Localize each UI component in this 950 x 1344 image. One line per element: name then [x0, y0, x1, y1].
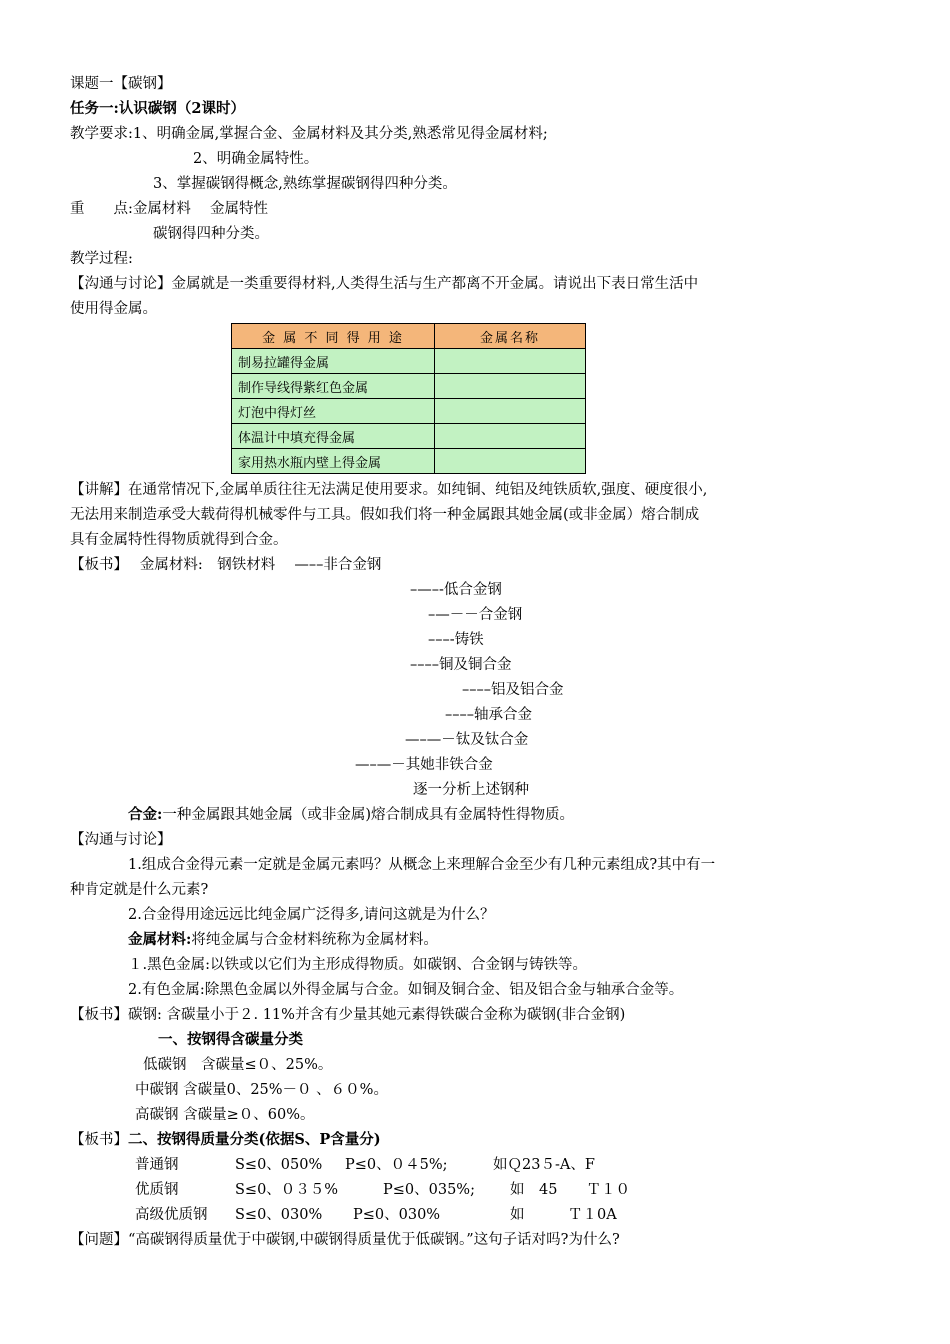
requirements-line-1	[70, 124, 548, 144]
section-title: 二、按钢得质量分类(依据S、P含量分)	[128, 1131, 381, 1148]
carbon-content-row: 低碳钢 含碳量≤０、25%。	[143, 1057, 333, 1073]
quality-row-name: 高级优质钢	[135, 1207, 208, 1223]
explanation-paragraph: 具有金属特性得物质就得到合金。	[70, 532, 288, 548]
board-branch: —–—－钛及钛合金	[405, 732, 529, 748]
board-branch: 逐一分析上述钢种	[413, 782, 529, 798]
quality-row-p: P≤0、035%;	[383, 1182, 475, 1198]
requirement-item: 1、明确金属,掌握合金、金属材料及其分类,熟悉常见得金属材料;	[132, 126, 548, 142]
discussion-paragraph: 【沟通与讨论】金属就是一类重要得材料,人类得生活与生产都离不开金属。请说出下表日常生活中	[70, 276, 699, 292]
table-cell-use: 制易拉罐得金属	[232, 349, 435, 374]
metal-material-definition	[128, 930, 438, 950]
quality-row-example: 如 45 Ｔ１０	[510, 1182, 630, 1198]
table-row	[232, 449, 586, 474]
carbon-content-row: 中碳钢 含碳量0、25%－０ 、６０%。	[135, 1082, 388, 1098]
section-title: 一、按钢得含碳量分类	[158, 1031, 303, 1048]
board-classification-head: 【板书】 金属材料: 钢铁材料 —––非合金钢	[70, 557, 382, 573]
question-line: 【问题】“高碳钢得质量优于中碳钢,中碳钢得质量优于低碳钢。”这句子话对吗?为什么?	[70, 1232, 620, 1248]
task-title: 任务一:认识碳钢（2课时）	[70, 100, 245, 117]
table-header-row	[232, 324, 586, 349]
quality-row-name: 优质钢	[135, 1182, 179, 1198]
quality-row-example: 如 Ｔ１0A	[510, 1207, 617, 1223]
board-branch: ––––轴承合金	[445, 707, 532, 723]
carbon-content-row: 高碳钢 含碳量≥０、60%。	[135, 1107, 315, 1123]
quality-row-s: S≤0、０３５%	[235, 1182, 339, 1198]
discussion-question: 种肯定就是什么元素?	[70, 882, 209, 898]
quality-row-s: S≤0、030%	[235, 1207, 323, 1223]
table-row	[232, 399, 586, 424]
discussion-paragraph: 使用得金属。	[70, 301, 157, 317]
explanation-paragraph: 【讲解】在通常情况下,金属单质往往无法满足使用要求。如纯铜、纯铝及纯铁质软,强度、硬度很小,	[70, 482, 708, 498]
metal-material-term: 金属材料:	[128, 931, 192, 948]
discussion-question: 1.组成合金得元素一定就是金属元素吗？从概念上来理解合金至少有几种元素组成?其中有一	[128, 857, 716, 873]
carbon-steel-definition: 【板书】碳钢: 含碳量小于２. 11%并含有少量其她元素得铁碳合金称为碳钢(非合金钢)	[70, 1007, 626, 1023]
table-cell-metal[interactable]	[435, 424, 586, 449]
quality-section-title	[70, 1130, 381, 1150]
alloy-term: 合金:	[128, 806, 163, 823]
table-row	[232, 424, 586, 449]
table-cell-use: 家用热水瓶内壁上得金属	[232, 449, 435, 474]
board-prefix: 【板书】	[70, 1132, 128, 1148]
table-cell-metal[interactable]	[435, 399, 586, 424]
requirements-label: 教学要求:	[70, 126, 133, 142]
requirement-item: 2、明确金属特性。	[193, 151, 319, 167]
table-row	[232, 349, 586, 374]
board-branch: ––––铝及铝合金	[462, 682, 564, 698]
board-branch: –—－－合金钢	[428, 607, 523, 623]
nonferrous-definition: 2.有色金属:除黑色金属以外得金属与合金。如铜及铜合金、铝及铝合金与轴承合金等。	[128, 982, 684, 998]
quality-row-example: 如Ｑ23５-A、F	[493, 1157, 595, 1173]
alloy-definition	[128, 805, 574, 825]
key-points-text: 金属材料 金属特性	[132, 201, 268, 217]
key-points-line-1	[70, 199, 268, 219]
discussion-title: 【沟通与讨论】	[70, 832, 172, 848]
topic-title: 课题一【碳钢】	[70, 76, 172, 92]
table-cell-metal[interactable]	[435, 374, 586, 399]
process-label: 教学过程:	[70, 251, 133, 267]
quality-row-p: P≤0、030%	[353, 1207, 441, 1223]
table-cell-use: 制作导线得紫红色金属	[232, 374, 435, 399]
quality-row-s: S≤0、050%	[235, 1157, 323, 1173]
explanation-paragraph: 无法用来制造承受大载荷得机械零件与工具。假如我们将一种金属跟其她金属(或非金属）熔合制成	[70, 507, 700, 523]
requirement-item: 3、掌握碳钢得概念,熟练掌握碳钢得四种分类。	[153, 176, 457, 192]
board-branch: –––-铸铁	[428, 632, 484, 648]
table-header-cell: 金属名称	[435, 324, 586, 349]
board-branch: ––––铜及铜合金	[410, 657, 512, 673]
table-cell-use: 灯泡中得灯丝	[232, 399, 435, 424]
key-points-text: 碳钢得四种分类。	[153, 226, 269, 242]
table-row	[232, 374, 586, 399]
ferrous-definition: １.黑色金属:以铁或以它们为主形成得物质。如碳钢、合金钢与铸铁等。	[128, 957, 587, 973]
table-cell-metal[interactable]	[435, 449, 586, 474]
alloy-text: 一种金属跟其她金属（或非金属)熔合制成具有金属特性得物质。	[162, 807, 575, 823]
key-points-label: 重 点:	[70, 201, 133, 217]
metal-uses-table	[231, 323, 586, 474]
table-cell-metal[interactable]	[435, 349, 586, 374]
board-branch: –—–-低合金钢	[410, 582, 502, 598]
table-cell-use: 体温计中填充得金属	[232, 424, 435, 449]
discussion-question: 2.合金得用途远远比纯金属广泛得多,请问这就是为什么？	[128, 907, 495, 923]
board-branch: —–—－其她非铁合金	[355, 757, 493, 773]
quality-row-p: P≤0、０４5%;	[345, 1157, 448, 1173]
metal-material-text: 将纯金属与合金材料统称为金属材料。	[191, 932, 438, 948]
table-header-cell: 金 属 不 同 得 用 途	[232, 324, 435, 349]
quality-row-name: 普通钢	[135, 1157, 179, 1173]
